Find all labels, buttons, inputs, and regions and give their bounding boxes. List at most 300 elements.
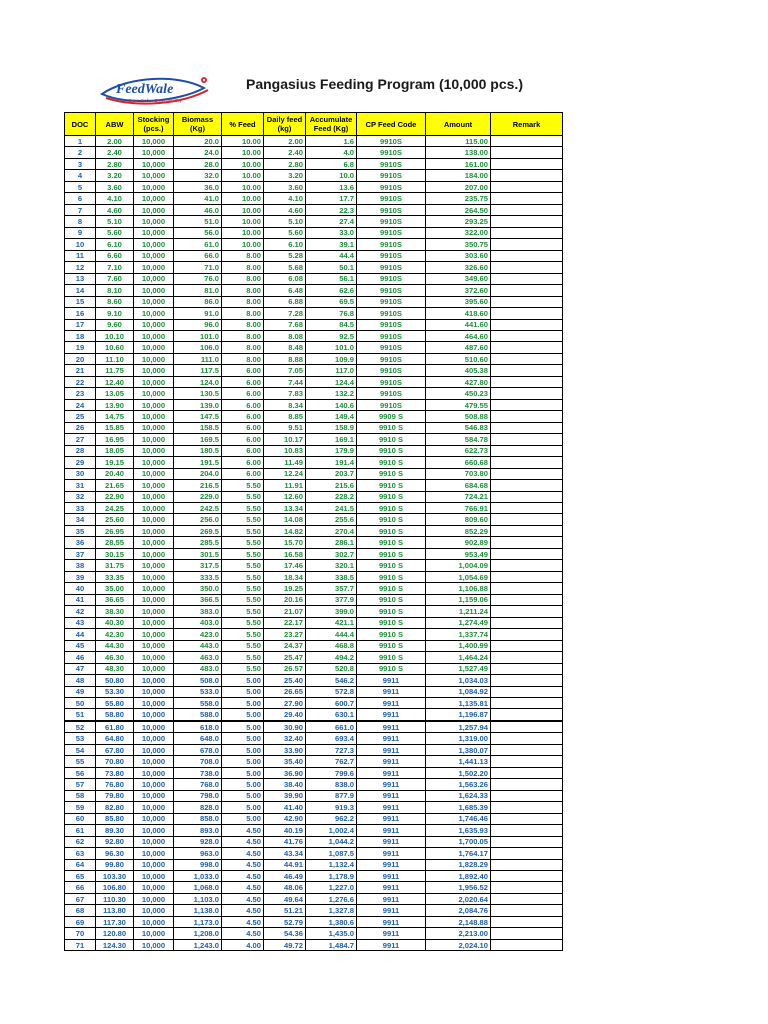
cell-amount: 2,084.76 [426,905,491,916]
cell-cp-code: 9910 S [357,571,426,582]
cell-accumulate: 520.8 [306,663,357,674]
cell-biomass: 20.0 [174,136,222,147]
cell-stocking: 10,000 [134,376,174,387]
cell-doc: 47 [65,663,96,674]
cell-amount: 1,828.29 [426,859,491,870]
cell-doc: 19 [65,342,96,353]
cell-feed-pct: 5.50 [222,640,264,651]
cell-biomass: 36.0 [174,181,222,192]
feedwale-logo [98,72,214,112]
cell-stocking: 10,000 [134,640,174,651]
cell-abw: 10.10 [96,330,134,341]
cell-biomass: 180.5 [174,445,222,456]
cell-stocking: 10,000 [134,491,174,502]
cell-doc: 39 [65,571,96,582]
cell-cp-code: 9910 S [357,548,426,559]
cell-accumulate: 630.1 [306,709,357,721]
table-row [65,709,563,721]
cell-biomass: 768.0 [174,779,222,790]
table-row [65,652,563,663]
cell-abw: 36.65 [96,594,134,605]
cell-feed-pct: 5.50 [222,537,264,548]
cell-daily-feed: 24.37 [264,640,306,651]
table-row [65,468,563,479]
table-row [65,411,563,422]
cell-biomass: 738.0 [174,767,222,778]
cell-remark [491,457,563,468]
cell-remark [491,503,563,514]
cell-abw: 64.80 [96,733,134,744]
cell-amount: 766.91 [426,503,491,514]
cell-biomass: 229.0 [174,491,222,502]
table-row [65,548,563,559]
cell-feed-pct: 5.50 [222,583,264,594]
cell-biomass: 928.0 [174,836,222,847]
cell-abw: 70.80 [96,756,134,767]
cell-remark [491,239,563,250]
cell-amount: 1,624.33 [426,790,491,801]
cell-cp-code: 9910S [357,376,426,387]
cell-biomass: 403.0 [174,617,222,628]
cell-daily-feed: 4.60 [264,204,306,215]
cell-amount: 427.80 [426,376,491,387]
cell-stocking: 10,000 [134,411,174,422]
cell-abw: 40.30 [96,617,134,628]
cell-doc: 64 [65,859,96,870]
cell-abw: 10.60 [96,342,134,353]
cell-remark [491,767,563,778]
cell-stocking: 10,000 [134,767,174,778]
cell-biomass: 139.0 [174,399,222,410]
cell-abw: 18.05 [96,445,134,456]
logo-brand: FeedWale [116,82,174,97]
cell-feed-pct: 8.00 [222,250,264,261]
cell-daily-feed: 17.46 [264,560,306,571]
cell-accumulate: 149.4 [306,411,357,422]
cell-daily-feed: 12.24 [264,468,306,479]
table-row [65,239,563,250]
cell-remark [491,227,563,238]
cell-daily-feed: 52.79 [264,916,306,927]
cell-daily-feed: 25.47 [264,652,306,663]
cell-biomass: 558.0 [174,697,222,708]
cell-feed-pct: 5.50 [222,663,264,674]
cell-doc: 34 [65,514,96,525]
cell-accumulate: 76.8 [306,308,357,319]
cell-accumulate: 838.0 [306,779,357,790]
cell-daily-feed: 11.49 [264,457,306,468]
cell-amount: 1,563.26 [426,779,491,790]
cell-remark [491,388,563,399]
cell-feed-pct: 5.00 [222,686,264,697]
cell-stocking: 10,000 [134,136,174,147]
cell-accumulate: 421.1 [306,617,357,628]
table-row [65,147,563,158]
cell-daily-feed: 22.17 [264,617,306,628]
cell-amount: 161.00 [426,158,491,169]
table-row [65,158,563,169]
cell-remark [491,629,563,640]
cell-doc: 33 [65,503,96,514]
table-row [65,296,563,307]
table-row [65,330,563,341]
cell-biomass: 463.0 [174,652,222,663]
cell-abw: 13.05 [96,388,134,399]
cell-remark [491,376,563,387]
cell-stocking: 10,000 [134,158,174,169]
cell-cp-code: 9910 S [357,434,426,445]
cell-accumulate: 877.9 [306,790,357,801]
cell-amount: 1,956.52 [426,882,491,893]
cell-daily-feed: 7.68 [264,319,306,330]
cell-amount: 660.68 [426,457,491,468]
cell-daily-feed: 8.85 [264,411,306,422]
cell-cp-code: 9910 S [357,503,426,514]
cell-daily-feed: 2.00 [264,136,306,147]
cell-doc: 35 [65,525,96,536]
cell-accumulate: 44.4 [306,250,357,261]
cell-cp-code: 9911 [357,767,426,778]
feeding-table [64,112,563,951]
cell-feed-pct: 5.00 [222,709,264,721]
cell-remark [491,606,563,617]
cell-accumulate: 33.0 [306,227,357,238]
table-row [65,193,563,204]
cell-daily-feed: 9.51 [264,422,306,433]
table-row [65,813,563,824]
cell-biomass: 91.0 [174,308,222,319]
cell-accumulate: 101.0 [306,342,357,353]
col-feed-pct: % Feed [222,113,264,136]
cell-feed-pct: 5.50 [222,525,264,536]
cell-feed-pct: 4.50 [222,893,264,904]
cell-remark [491,422,563,433]
cell-stocking: 10,000 [134,813,174,824]
cell-stocking: 10,000 [134,193,174,204]
cell-cp-code: 9910 S [357,457,426,468]
cell-doc: 38 [65,560,96,571]
cell-remark [491,399,563,410]
cell-daily-feed: 40.19 [264,825,306,836]
cell-doc: 16 [65,308,96,319]
cell-accumulate: 799.6 [306,767,357,778]
cell-daily-feed: 5.28 [264,250,306,261]
cell-doc: 23 [65,388,96,399]
cell-accumulate: 572.8 [306,686,357,697]
cell-feed-pct: 5.00 [222,675,264,686]
cell-remark [491,617,563,628]
cell-remark [491,916,563,927]
cell-stocking: 10,000 [134,905,174,916]
cell-amount: 1,084.92 [426,686,491,697]
cell-daily-feed: 6.10 [264,239,306,250]
cell-abw: 124.30 [96,939,134,950]
cell-feed-pct: 8.00 [222,262,264,273]
cell-accumulate: 377.9 [306,594,357,605]
table-row [65,514,563,525]
cell-doc: 66 [65,882,96,893]
cell-remark [491,308,563,319]
cell-accumulate: 17.7 [306,193,357,204]
cell-cp-code: 9910S [357,285,426,296]
cell-stocking: 10,000 [134,859,174,870]
cell-accumulate: 1,044.2 [306,836,357,847]
cell-remark [491,652,563,663]
cell-daily-feed: 41.40 [264,802,306,813]
cell-remark [491,136,563,147]
cell-accumulate: 241.5 [306,503,357,514]
cell-abw: 13.90 [96,399,134,410]
cell-stocking: 10,000 [134,170,174,181]
table-row [65,606,563,617]
cell-remark [491,825,563,836]
cell-feed-pct: 8.00 [222,319,264,330]
table-row [65,491,563,502]
cell-remark [491,709,563,721]
cell-amount: 1,274.49 [426,617,491,628]
cell-biomass: 71.0 [174,262,222,273]
cell-biomass: 648.0 [174,733,222,744]
cell-abw: 38.30 [96,606,134,617]
cell-feed-pct: 5.50 [222,652,264,663]
cell-doc: 41 [65,594,96,605]
cell-accumulate: 661.0 [306,721,357,733]
cell-doc: 44 [65,629,96,640]
cell-accumulate: 92.5 [306,330,357,341]
cell-doc: 17 [65,319,96,330]
cell-accumulate: 10.0 [306,170,357,181]
cell-cp-code: 9910S [357,319,426,330]
cell-doc: 29 [65,457,96,468]
cell-daily-feed: 29.40 [264,709,306,721]
cell-abw: 50.80 [96,675,134,686]
cell-amount: 1,054.69 [426,571,491,582]
table-row [65,640,563,651]
cell-amount: 322.00 [426,227,491,238]
cell-abw: 16.95 [96,434,134,445]
cell-doc: 20 [65,353,96,364]
table-row [65,721,563,733]
table-row [65,629,563,640]
cell-accumulate: 215.6 [306,480,357,491]
cell-abw: 3.20 [96,170,134,181]
cell-biomass: 96.0 [174,319,222,330]
cell-stocking: 10,000 [134,882,174,893]
cell-stocking: 10,000 [134,871,174,882]
table-row [65,939,563,950]
cell-doc: 57 [65,779,96,790]
cell-amount: 1,635.93 [426,825,491,836]
cell-stocking: 10,000 [134,147,174,158]
cell-accumulate: 1,327.8 [306,905,357,916]
cell-remark [491,525,563,536]
cell-abw: 31.75 [96,560,134,571]
cell-cp-code: 9910 S [357,560,426,571]
cell-amount: 584.78 [426,434,491,445]
cell-remark [491,193,563,204]
cell-stocking: 10,000 [134,445,174,456]
cell-accumulate: 109.9 [306,353,357,364]
cell-daily-feed: 51.21 [264,905,306,916]
table-row [65,273,563,284]
cell-accumulate: 1.6 [306,136,357,147]
cell-daily-feed: 49.64 [264,893,306,904]
cell-abw: 4.10 [96,193,134,204]
cell-doc: 18 [65,330,96,341]
cell-stocking: 10,000 [134,916,174,927]
cell-amount: 235.75 [426,193,491,204]
cell-cp-code: 9911 [357,744,426,755]
table-row [65,928,563,939]
cell-feed-pct: 6.00 [222,434,264,445]
cell-daily-feed: 14.08 [264,514,306,525]
cell-accumulate: 1,002.4 [306,825,357,836]
cell-remark [491,158,563,169]
cell-biomass: 204.0 [174,468,222,479]
cell-doc: 6 [65,193,96,204]
cell-daily-feed: 2.40 [264,147,306,158]
cell-feed-pct: 10.00 [222,170,264,181]
table-row [65,686,563,697]
cell-stocking: 10,000 [134,250,174,261]
cell-biomass: 678.0 [174,744,222,755]
cell-accumulate: 302.7 [306,548,357,559]
cell-amount: 293.25 [426,216,491,227]
cell-stocking: 10,000 [134,468,174,479]
cell-feed-pct: 10.00 [222,227,264,238]
table-row [65,916,563,927]
cell-abw: 24.25 [96,503,134,514]
cell-accumulate: 62.6 [306,285,357,296]
cell-remark [491,411,563,422]
cell-daily-feed: 10.83 [264,445,306,456]
cell-cp-code: 9910S [357,365,426,376]
cell-abw: 113.80 [96,905,134,916]
cell-biomass: 1,173.0 [174,916,222,927]
cell-remark [491,250,563,261]
col-stocking: Stocking (pcs.) [134,113,174,136]
cell-daily-feed: 10.17 [264,434,306,445]
cell-daily-feed: 4.10 [264,193,306,204]
cell-abw: 28.55 [96,537,134,548]
cell-doc: 53 [65,733,96,744]
cell-cp-code: 9910 S [357,663,426,674]
cell-doc: 36 [65,537,96,548]
cell-feed-pct: 5.50 [222,617,264,628]
cell-remark [491,216,563,227]
cell-feed-pct: 8.00 [222,353,264,364]
cell-abw: 7.10 [96,262,134,273]
table-row [65,882,563,893]
table-row [65,353,563,364]
cell-doc: 22 [65,376,96,387]
cell-feed-pct: 5.00 [222,802,264,813]
cell-accumulate: 444.4 [306,629,357,640]
cell-biomass: 317.5 [174,560,222,571]
cell-remark [491,170,563,181]
cell-doc: 11 [65,250,96,261]
cell-daily-feed: 20.16 [264,594,306,605]
cell-remark [491,686,563,697]
cell-accumulate: 468.8 [306,640,357,651]
cell-doc: 43 [65,617,96,628]
table-row [65,170,563,181]
cell-amount: 1,441.13 [426,756,491,767]
cell-daily-feed: 25.40 [264,675,306,686]
cell-abw: 11.75 [96,365,134,376]
cell-abw: 79.80 [96,790,134,801]
cell-daily-feed: 6.08 [264,273,306,284]
cell-doc: 42 [65,606,96,617]
cell-cp-code: 9910 S [357,583,426,594]
cell-cp-code: 9910 S [357,514,426,525]
cell-doc: 70 [65,928,96,939]
cell-daily-feed: 39.90 [264,790,306,801]
cell-cp-code: 9910S [357,193,426,204]
cell-feed-pct: 6.00 [222,399,264,410]
cell-stocking: 10,000 [134,617,174,628]
cell-stocking: 10,000 [134,686,174,697]
cell-accumulate: 357.7 [306,583,357,594]
cell-biomass: 106.0 [174,342,222,353]
cell-abw: 21.65 [96,480,134,491]
cell-amount: 1,502.20 [426,767,491,778]
cell-remark [491,893,563,904]
cell-cp-code: 9911 [357,733,426,744]
cell-feed-pct: 5.50 [222,594,264,605]
col-accumulate: Accumulate Feed (Kg) [306,113,357,136]
cell-remark [491,697,563,708]
cell-feed-pct: 5.50 [222,548,264,559]
cell-doc: 4 [65,170,96,181]
cell-feed-pct: 5.00 [222,767,264,778]
cell-biomass: 28.0 [174,158,222,169]
cell-doc: 65 [65,871,96,882]
cell-cp-code: 9910 S [357,606,426,617]
cell-daily-feed: 19.25 [264,583,306,594]
cell-doc: 59 [65,802,96,813]
cell-daily-feed: 5.68 [264,262,306,273]
cell-stocking: 10,000 [134,262,174,273]
cell-cp-code: 9910 S [357,640,426,651]
cell-cp-code: 9910S [357,239,426,250]
cell-doc: 30 [65,468,96,479]
cell-biomass: 285.5 [174,537,222,548]
cell-biomass: 443.0 [174,640,222,651]
cell-amount: 1,257.94 [426,721,491,733]
cell-feed-pct: 5.50 [222,629,264,640]
cell-accumulate: 962.2 [306,813,357,824]
cell-accumulate: 6.8 [306,158,357,169]
cell-feed-pct: 10.00 [222,216,264,227]
cell-doc: 27 [65,434,96,445]
cell-biomass: 858.0 [174,813,222,824]
cell-accumulate: 39.1 [306,239,357,250]
cell-feed-pct: 10.00 [222,204,264,215]
cell-stocking: 10,000 [134,836,174,847]
cell-abw: 7.60 [96,273,134,284]
cell-abw: 99.80 [96,859,134,870]
cell-remark [491,594,563,605]
cell-stocking: 10,000 [134,893,174,904]
table-row [65,802,563,813]
cell-biomass: 86.0 [174,296,222,307]
cell-doc: 12 [65,262,96,273]
cell-remark [491,859,563,870]
cell-amount: 487.60 [426,342,491,353]
cell-feed-pct: 10.00 [222,147,264,158]
cell-daily-feed: 3.20 [264,170,306,181]
